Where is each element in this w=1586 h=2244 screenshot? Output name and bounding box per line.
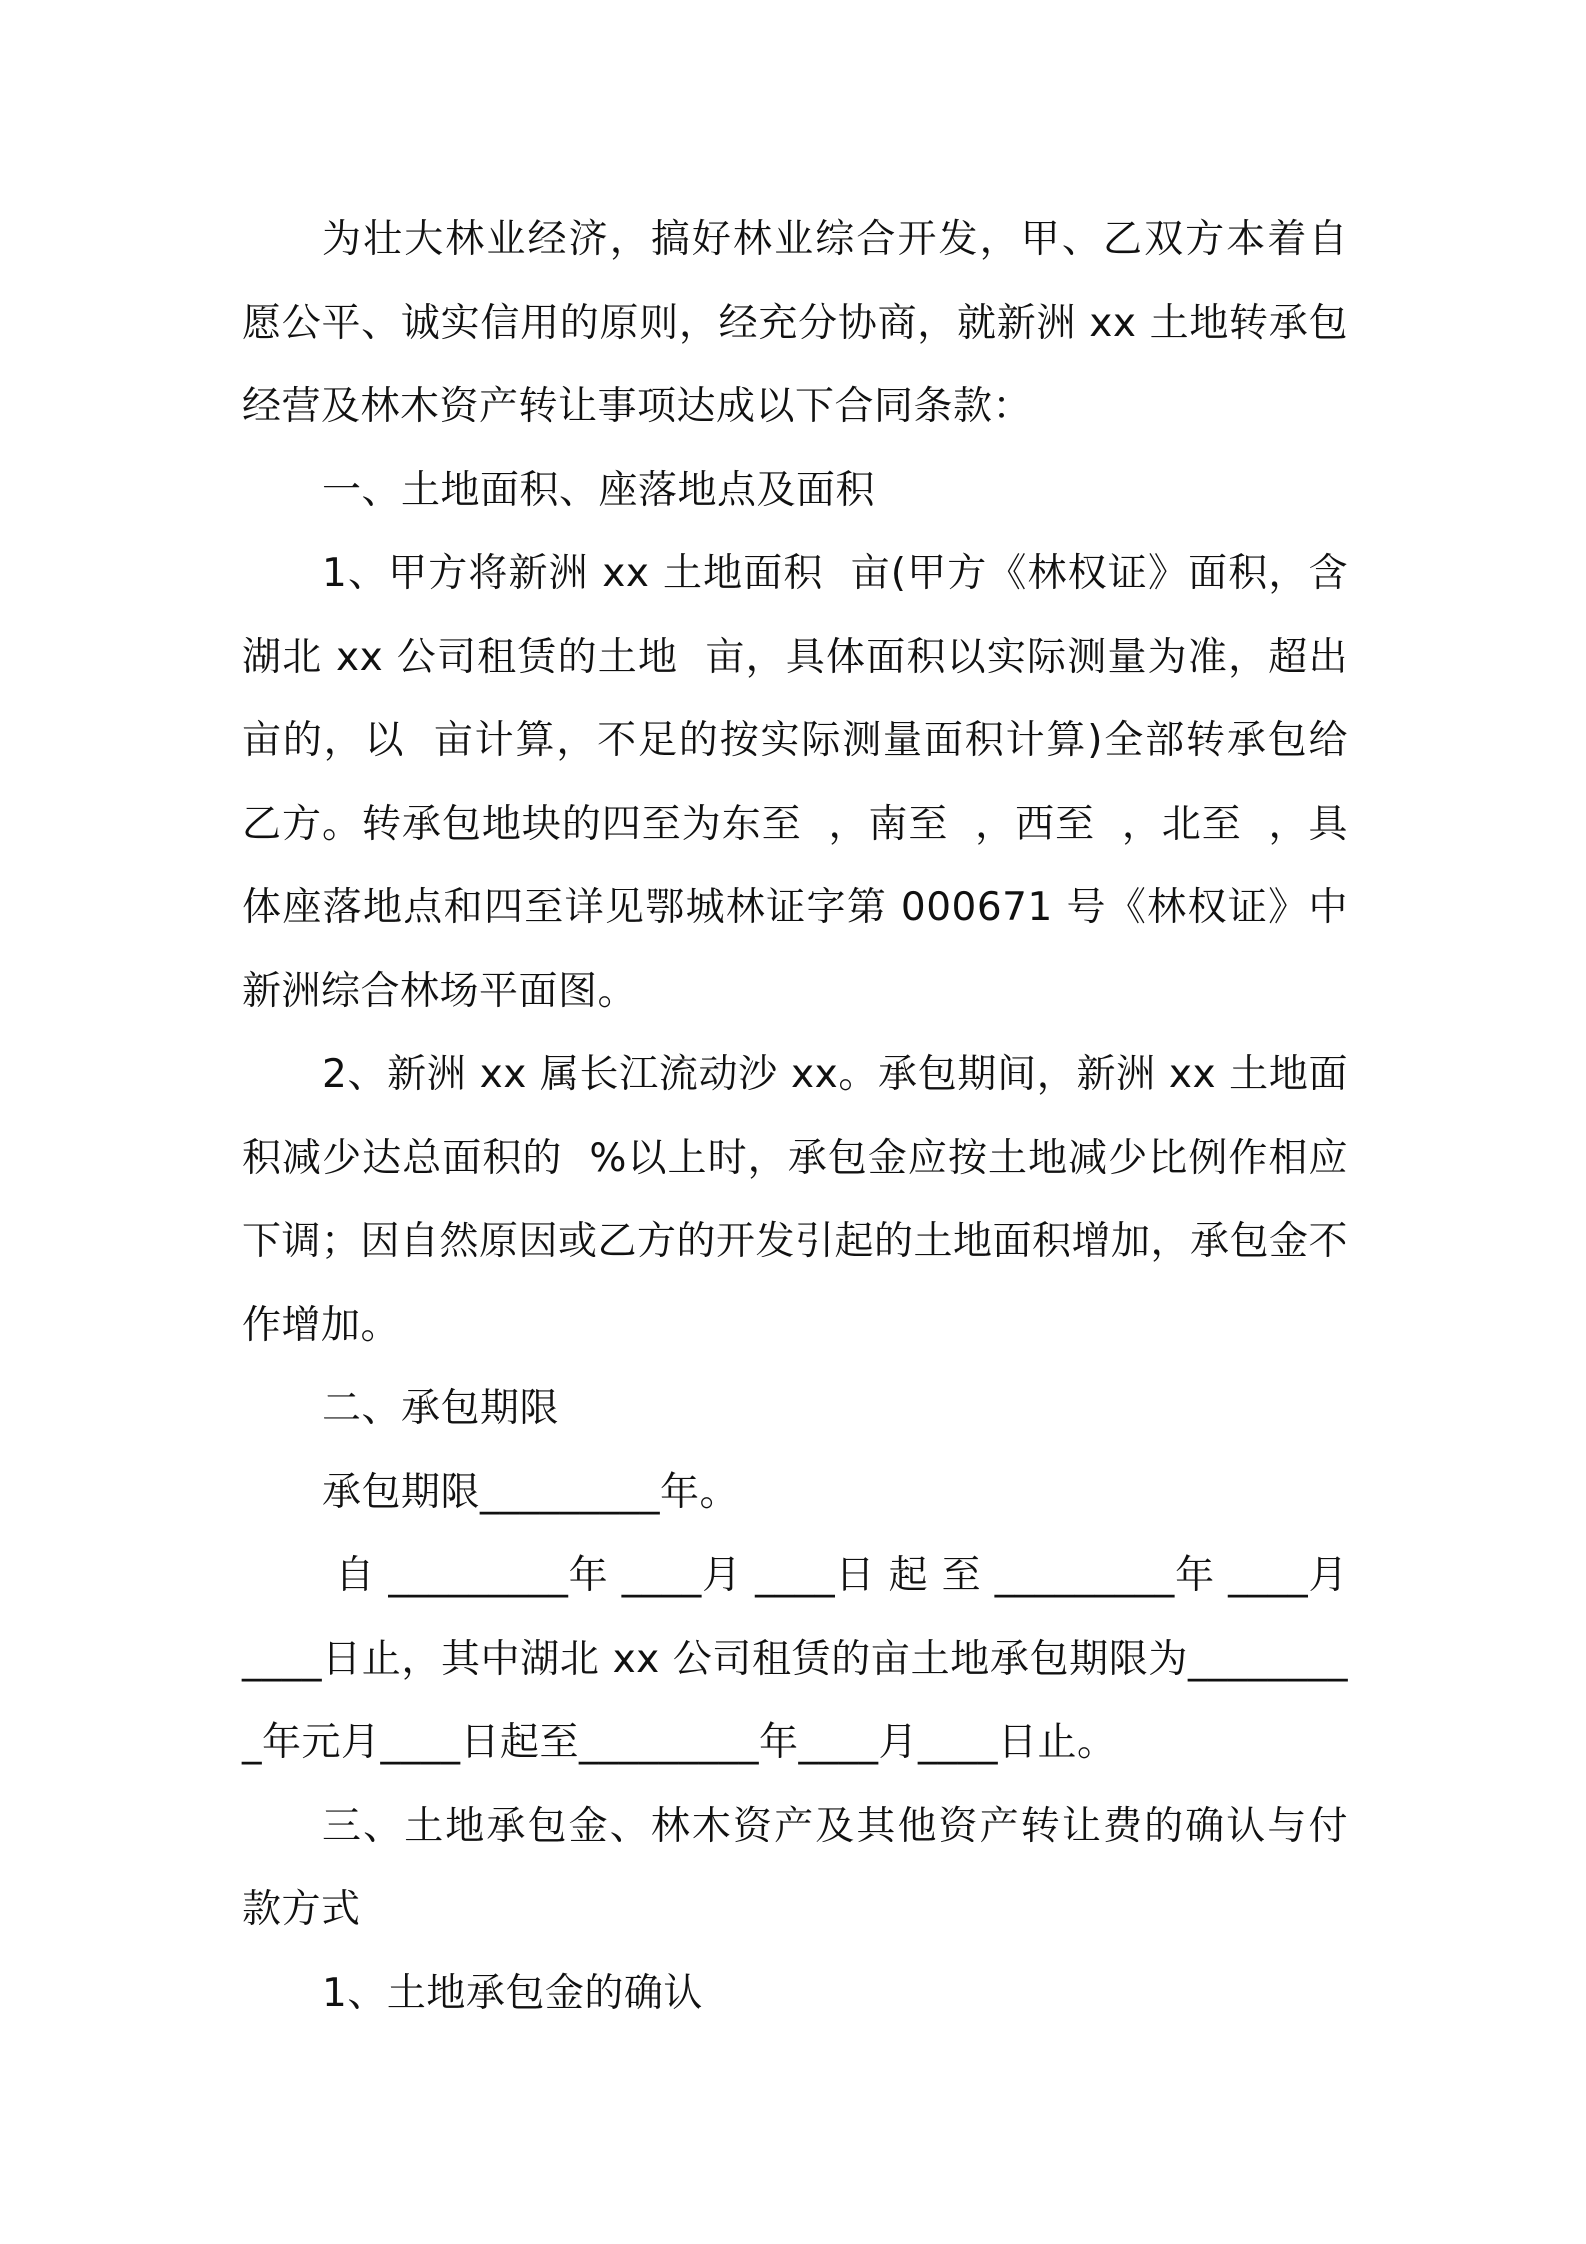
paragraph-intro: 为壮大林业经济，搞好林业综合开发，甲、乙双方本着自愿公平、诚实信用的原则，经充分协商，就新洲 xx 土地转承包经营及林木资产转让事项达成以下合同条款： [242,217,1348,429]
paragraph-term-years: 承包期限_________年。 [322,1469,740,1515]
paragraph-clause-1-1: 1、甲方将新洲 xx 土地面积 亩(甲方《林权证》面积，含湖北 xx 公司租赁的土地 亩，具体面积以实际测量为准，超出 亩的，以 亩计算，不足的按实际测量面积计算)全部转承包给乙方。转承包地块的四至为东至 ，南至 ，西至 ，北至 ，具体座落地点和四至详见鄂城林证字第 000671 号《林权证》中新洲综合林场平面图。 [242,551,1374,1014]
paragraph-term-dates: 自 _________年 ____月 ____日 起 至 _________年 ____月 ____日止，其中湖北 xx 公司租赁的亩土地承包期限为_________年元月____日起至_________年____月____日止。 [242,1553,1361,1765]
document-body [242,198,1374,2035]
section-heading-3: 三、土地承包金、林木资产及其他资产转让费的确认与付款方式 [242,1803,1348,1932]
subsection-heading-3-1: 1、土地承包金的确认 [322,1970,703,2016]
paragraph-clause-1-2: 2、新洲 xx 属长江流动沙 xx。承包期间，新洲 xx 土地面积减少达总面积的 %以上时，承包金应按土地减少比例作相应下调；因自然原因或乙方的开发引起的土地面积增加，承包金不作增加。 [242,1052,1349,1348]
section-heading-1: 一、土地面积、座落地点及面积 [322,467,876,513]
section-heading-2: 二、承包期限 [322,1386,560,1431]
